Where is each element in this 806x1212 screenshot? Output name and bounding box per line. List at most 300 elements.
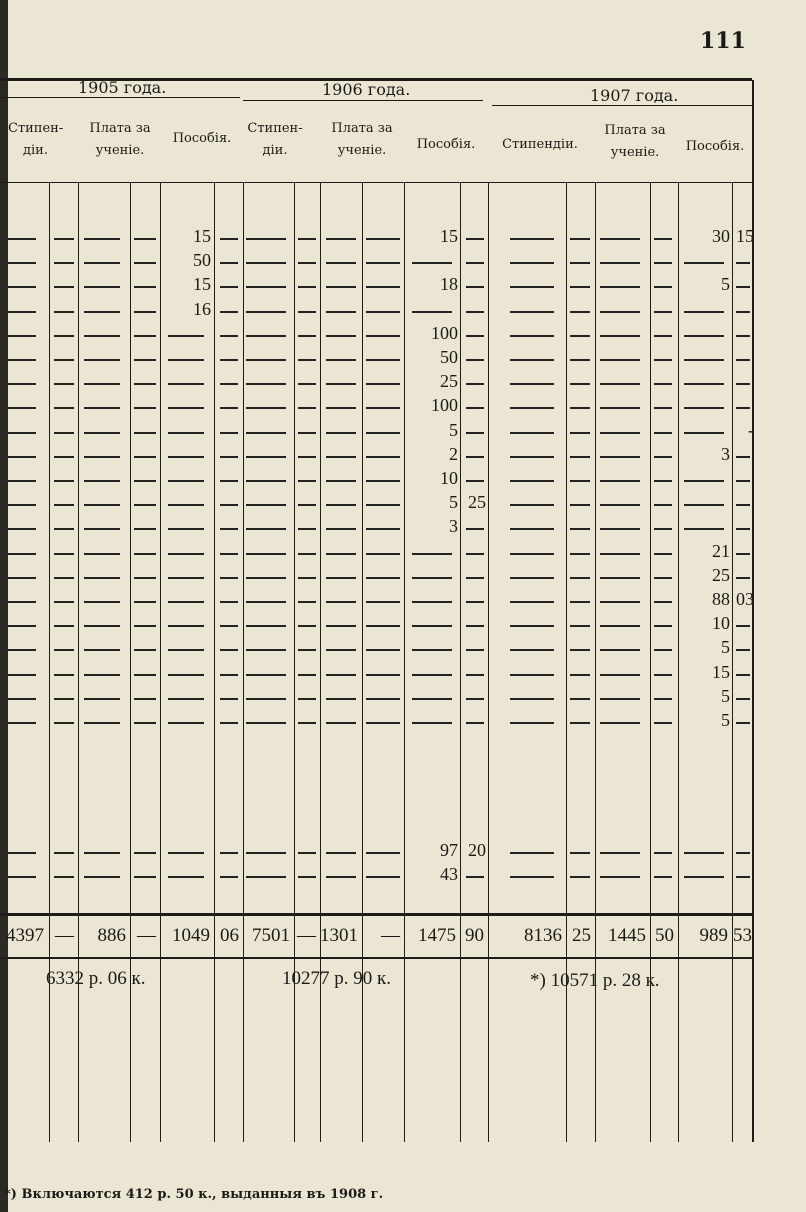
dash-mark (510, 383, 554, 385)
dash-mark (134, 553, 156, 555)
sub-label: Стипен- діи. (8, 121, 64, 158)
dash-mark (6, 335, 36, 337)
sum-1906: 10277 р. 90 к. (282, 968, 391, 989)
dash-mark (84, 649, 120, 651)
dash-mark (412, 722, 452, 724)
dash-mark (466, 311, 484, 313)
dash-mark (220, 625, 238, 627)
dash-mark (600, 335, 640, 337)
total-value: 25 (572, 925, 591, 946)
dash-mark (246, 359, 286, 361)
column-rule (488, 182, 489, 1142)
page-number: 111 (700, 28, 746, 54)
dash-mark (412, 311, 452, 313)
dash-mark (298, 456, 316, 458)
dash-mark (84, 335, 120, 337)
dash-mark (298, 480, 316, 482)
dash-mark (366, 649, 400, 651)
dash-mark (246, 577, 286, 579)
dash-mark (54, 698, 74, 700)
dash-mark (220, 432, 238, 434)
dash-mark (168, 876, 204, 878)
dash-mark (298, 674, 316, 676)
dash-mark (366, 625, 400, 627)
dash-mark (220, 359, 238, 361)
total-value: 1301 (320, 925, 358, 946)
dash-mark (84, 432, 120, 434)
sub-label: Пособія. (416, 137, 476, 152)
dash-mark (168, 674, 204, 676)
amount-rubles: 43 (440, 864, 458, 884)
dash-mark (570, 383, 590, 385)
dash-mark (366, 876, 400, 878)
dash-mark (570, 601, 590, 603)
dash-mark (54, 674, 74, 676)
dash-mark (246, 286, 286, 288)
dash-mark (326, 553, 356, 555)
year-1907: 1907 года. (590, 86, 679, 105)
dash-mark (84, 601, 120, 603)
dash-mark (298, 504, 316, 506)
dash-mark (6, 649, 36, 651)
total-value: 8136 (524, 925, 562, 946)
dash-mark (84, 577, 120, 579)
dash-mark (246, 262, 286, 264)
dash-mark (220, 383, 238, 385)
dash-mark (54, 286, 74, 288)
dash-mark (466, 528, 484, 530)
amount-rubles: 3 (721, 443, 730, 464)
dash-mark (168, 852, 204, 854)
dash-mark (736, 335, 750, 337)
dash-mark (168, 528, 204, 530)
dash-mark (326, 504, 356, 506)
dash-mark (84, 383, 120, 385)
dash-mark (412, 649, 452, 651)
total-value: 7501 (252, 925, 290, 946)
dash-mark (600, 577, 640, 579)
amount-rubles: 15 (193, 274, 211, 295)
dash-mark (246, 722, 286, 724)
dash-mark (298, 238, 316, 240)
dash-mark (54, 852, 74, 854)
dash-mark (570, 553, 590, 555)
dash-mark (6, 553, 36, 555)
dash-mark (134, 456, 156, 458)
dash-mark (326, 311, 356, 313)
dash-mark (134, 335, 156, 337)
dash-mark (220, 876, 238, 878)
dash-mark (298, 876, 316, 878)
dash-mark (466, 625, 484, 627)
dash-mark (510, 528, 554, 530)
dash-mark (510, 698, 554, 700)
total-value: — (137, 925, 156, 946)
amount-rubles: 100 (431, 395, 458, 416)
sub-label: Пособія. (685, 139, 745, 154)
total-value: 90 (465, 925, 484, 946)
dash-mark (654, 876, 672, 878)
dash-mark (326, 383, 356, 385)
dash-mark (220, 722, 238, 724)
dash-mark (84, 722, 120, 724)
dash-mark (366, 480, 400, 482)
dash-mark (570, 625, 590, 627)
dash-mark (6, 504, 36, 506)
dash-mark (466, 577, 484, 579)
dash-mark (54, 480, 74, 482)
dash-mark (134, 383, 156, 385)
total-value: 1049 (172, 925, 210, 946)
dash-mark (736, 262, 750, 264)
sub-plata-1906 (322, 118, 402, 162)
dash-mark (134, 722, 156, 724)
dash-mark (298, 407, 316, 409)
dash-mark (510, 649, 554, 651)
dash-mark (510, 286, 554, 288)
amount-kopecks: - (748, 419, 754, 440)
dash-mark (134, 432, 156, 434)
dash-mark (466, 649, 484, 651)
dash-mark (654, 504, 672, 506)
dash-mark (654, 359, 672, 361)
total-value: — (55, 925, 74, 946)
amount-rubles: 10 (712, 613, 730, 634)
column-rule (214, 182, 215, 1142)
dash-mark (684, 383, 724, 385)
year-rule-1907 (492, 105, 752, 106)
dash-mark (326, 456, 356, 458)
dash-mark (654, 432, 672, 434)
amount-kopecks: 15 (736, 226, 754, 246)
amount-rubles: 16 (193, 298, 211, 319)
dash-mark (134, 698, 156, 700)
dash-mark (326, 238, 356, 240)
dash-mark (466, 456, 484, 458)
dash-mark (168, 432, 204, 434)
dash-mark (736, 674, 750, 676)
sub-plata-1907 (595, 120, 675, 164)
dash-mark (510, 480, 554, 482)
dash-mark (510, 674, 554, 676)
dash-mark (600, 432, 640, 434)
dash-mark (570, 480, 590, 482)
dash-mark (298, 528, 316, 530)
dash-mark (366, 674, 400, 676)
dash-mark (600, 238, 640, 240)
sub-label: Плата за ученіе. (89, 121, 151, 158)
dash-mark (6, 383, 36, 385)
dash-mark (570, 698, 590, 700)
dash-mark (600, 674, 640, 676)
dash-mark (298, 698, 316, 700)
dash-mark (466, 601, 484, 603)
dash-mark (134, 480, 156, 482)
dash-mark (84, 311, 120, 313)
sub-plata-1905 (80, 118, 160, 162)
dash-mark (298, 722, 316, 724)
dash-mark (326, 852, 356, 854)
amount-kopecks: 03 (736, 589, 754, 609)
amount-rubles: 5 (449, 419, 458, 440)
dash-mark (366, 504, 400, 506)
sub-label: Плата за ученіе. (331, 121, 393, 158)
dash-mark (246, 553, 286, 555)
dash-mark (168, 383, 204, 385)
dash-mark (412, 577, 452, 579)
amount-kopecks: 20 (468, 840, 486, 860)
dash-mark (54, 625, 74, 627)
dash-mark (570, 674, 590, 676)
dash-mark (466, 480, 484, 482)
dash-mark (220, 698, 238, 700)
dash-mark (736, 286, 750, 288)
dash-mark (654, 480, 672, 482)
dash-mark (168, 480, 204, 482)
dash-mark (600, 625, 640, 627)
dash-mark (466, 407, 484, 409)
dash-mark (466, 335, 484, 337)
column-rule (732, 182, 733, 1142)
dash-mark (570, 876, 590, 878)
dash-mark (6, 674, 36, 676)
dash-mark (84, 504, 120, 506)
dash-mark (6, 432, 36, 434)
dash-mark (6, 852, 36, 854)
dash-mark (684, 407, 724, 409)
dash-mark (366, 528, 400, 530)
dash-mark (466, 238, 484, 240)
column-rule (160, 182, 161, 1142)
sub-posobia-1905 (162, 128, 242, 150)
dash-mark (246, 383, 286, 385)
dash-mark (134, 852, 156, 854)
dash-mark (570, 528, 590, 530)
dash-mark (326, 876, 356, 878)
dash-mark (298, 577, 316, 579)
dash-mark (6, 601, 36, 603)
year-rule-1906 (243, 100, 483, 101)
sub-posobia-1907 (678, 136, 752, 158)
dash-mark (510, 456, 554, 458)
dash-mark (326, 674, 356, 676)
dash-mark (168, 698, 204, 700)
column-rule (320, 182, 321, 1142)
dash-mark (326, 577, 356, 579)
dash-mark (326, 262, 356, 264)
dash-mark (220, 504, 238, 506)
dash-mark (466, 674, 484, 676)
dash-mark (510, 504, 554, 506)
dash-mark (168, 504, 204, 506)
dash-mark (326, 625, 356, 627)
dash-mark (412, 553, 452, 555)
dash-mark (600, 698, 640, 700)
dash-mark (570, 577, 590, 579)
dash-mark (326, 722, 356, 724)
dash-mark (134, 504, 156, 506)
dash-mark (246, 674, 286, 676)
dash-mark (736, 876, 750, 878)
dash-mark (600, 852, 640, 854)
dash-mark (54, 311, 74, 313)
sub-stipendii-1906 (245, 118, 305, 162)
dash-mark (220, 456, 238, 458)
amount-rubles: 88 (712, 589, 730, 609)
dash-mark (84, 528, 120, 530)
dash-mark (134, 407, 156, 409)
dash-mark (168, 553, 204, 555)
dash-mark (246, 407, 286, 409)
dash-mark (654, 852, 672, 854)
sub-stipendii-1905 (8, 118, 63, 162)
dash-mark (220, 553, 238, 555)
amount-rubles: 3 (449, 516, 458, 537)
dash-mark (84, 625, 120, 627)
dash-mark (600, 262, 640, 264)
total-value: — (381, 925, 400, 946)
dash-mark (220, 528, 238, 530)
dash-mark (326, 286, 356, 288)
dash-mark (298, 432, 316, 434)
amount-rubles: 30 (712, 226, 730, 246)
amount-rubles: 10 (440, 468, 458, 488)
dash-mark (298, 311, 316, 313)
dash-mark (134, 674, 156, 676)
dash-mark (366, 262, 400, 264)
dash-mark (220, 262, 238, 264)
dash-mark (54, 601, 74, 603)
dash-mark (736, 553, 750, 555)
dash-mark (6, 876, 36, 878)
dash-mark (246, 238, 286, 240)
dash-mark (412, 601, 452, 603)
dash-mark (466, 432, 484, 434)
column-rule (566, 182, 567, 1142)
dash-mark (220, 577, 238, 579)
dash-mark (466, 262, 484, 264)
sub-stipendii-1907 (490, 134, 590, 156)
dash-mark (220, 407, 238, 409)
dash-mark (84, 876, 120, 878)
dash-mark (326, 335, 356, 337)
dash-mark (736, 852, 750, 854)
total-value: 06 (220, 925, 239, 946)
dash-mark (600, 359, 640, 361)
dash-mark (220, 649, 238, 651)
dash-mark (168, 625, 204, 627)
dash-mark (326, 480, 356, 482)
amount-rubles: 15 (440, 226, 458, 246)
amount-rubles: 25 (712, 564, 730, 585)
amount-rubles: 15 (712, 661, 730, 682)
amount-rubles: 2 (449, 443, 458, 464)
dash-mark (366, 722, 400, 724)
dash-mark (412, 625, 452, 627)
dash-mark (570, 456, 590, 458)
dash-mark (168, 359, 204, 361)
dash-mark (412, 262, 452, 264)
dash-mark (168, 335, 204, 337)
total-value: — (297, 925, 316, 946)
dash-mark (298, 335, 316, 337)
dash-mark (736, 504, 750, 506)
dash-mark (54, 577, 74, 579)
column-rule (130, 182, 131, 1142)
dash-mark (466, 876, 484, 878)
dash-mark (6, 311, 36, 313)
dash-mark (6, 359, 36, 361)
dash-mark (570, 262, 590, 264)
amount-rubles: 18 (440, 274, 458, 295)
dash-mark (736, 383, 750, 385)
dash-mark (510, 876, 554, 878)
dash-mark (220, 852, 238, 854)
year-rule-1905 (0, 97, 240, 98)
dash-mark (246, 311, 286, 313)
dash-mark (54, 528, 74, 530)
dash-mark (298, 553, 316, 555)
header-bottom-rule (0, 182, 752, 183)
dash-mark (6, 625, 36, 627)
dash-mark (600, 528, 640, 530)
dash-mark (570, 407, 590, 409)
dash-mark (326, 698, 356, 700)
column-rule (460, 182, 461, 1142)
total-value: 4397 (6, 925, 44, 946)
dash-mark (510, 238, 554, 240)
dash-mark (54, 432, 74, 434)
dash-mark (326, 432, 356, 434)
dash-mark (510, 577, 554, 579)
dash-mark (134, 601, 156, 603)
dash-mark (684, 504, 724, 506)
dash-mark (510, 722, 554, 724)
dash-mark (298, 359, 316, 361)
column-rule (243, 182, 244, 1142)
sub-label: Пособія. (172, 131, 232, 146)
dash-mark (54, 553, 74, 555)
dash-mark (600, 553, 640, 555)
dash-mark (298, 383, 316, 385)
dash-mark (366, 383, 400, 385)
dash-mark (54, 649, 74, 651)
dash-mark (6, 456, 36, 458)
amount-rubles: 21 (712, 540, 730, 561)
dash-mark (736, 528, 750, 530)
dash-mark (326, 528, 356, 530)
totals-bottom-rule (0, 957, 752, 959)
dash-mark (510, 262, 554, 264)
dash-mark (654, 528, 672, 530)
dash-mark (6, 238, 36, 240)
dash-mark (366, 311, 400, 313)
dash-mark (570, 286, 590, 288)
dash-mark (366, 238, 400, 240)
amount-rubles: 5 (721, 637, 730, 658)
dash-mark (736, 480, 750, 482)
dash-mark (684, 262, 724, 264)
dash-mark (326, 407, 356, 409)
dash-mark (84, 852, 120, 854)
dash-mark (326, 601, 356, 603)
amount-rubles: 5 (449, 492, 458, 513)
dash-mark (736, 407, 750, 409)
dash-mark (600, 286, 640, 288)
dash-mark (366, 335, 400, 337)
column-rule (362, 182, 363, 1142)
dash-mark (6, 698, 36, 700)
